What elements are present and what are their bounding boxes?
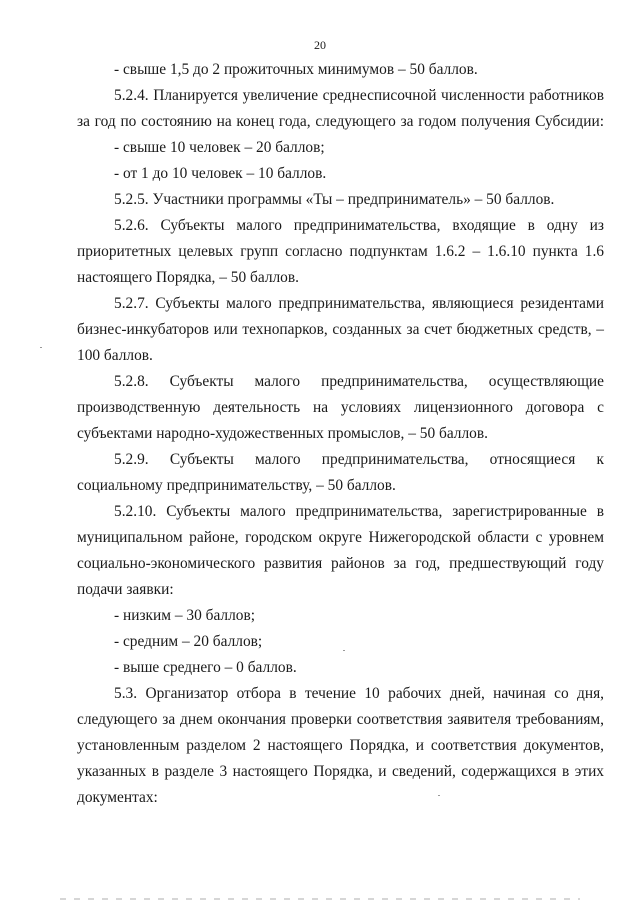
text-line: установленным разделом 2 настоящего Порядка, и соответствия документов, <box>77 737 604 754</box>
text-line: 5.2.7. Субъекты малого предпринимательства, являющиеся резидентами <box>114 295 604 312</box>
text-line: 5.2.8. Субъекты малого предпринимательства, осуществляющие <box>114 373 604 390</box>
text-line: производственную деятельность на условиях лицензионного договора с <box>77 399 604 416</box>
text-line: субъектами народно-художественных промыслов, – 50 баллов. <box>77 425 488 442</box>
text-line: 5.2.6. Субъекты малого предпринимательства, входящие в одну из <box>114 217 604 234</box>
text-line: социально-экономического развития районов за год, предшествующий году <box>77 555 604 572</box>
text-line: 5.2.10. Субъекты малого предпринимательства, зарегистрированные в <box>114 503 604 520</box>
text-line: - низким – 30 баллов; <box>114 607 256 624</box>
text-line: приоритетных целевых групп согласно подпунктам 1.6.2 – 1.6.10 пункта 1.6 <box>77 243 604 260</box>
scan-speck <box>438 795 440 796</box>
text-line: указанных в разделе 3 настоящего Порядка, и сведений, содержащихся в этих <box>77 763 604 780</box>
page-number: 20 <box>314 38 326 52</box>
text-line: 5.2.5. Участники программы «Ты – предприниматель» – 50 баллов. <box>114 191 555 208</box>
text-line: социальному предпринимательству, – 50 баллов. <box>77 477 396 494</box>
text-line: - свыше 10 человек – 20 баллов; <box>114 139 325 156</box>
text-line: 5.3. Организатор отбора в течение 10 рабочих дней, начиная со дня, <box>114 685 604 702</box>
text-line: бизнес-инкубаторов или технопарков, созданных за счет бюджетных средств, – <box>77 321 604 338</box>
scan-speck <box>343 650 345 651</box>
text-line: муниципальном районе, городском округе Нижегородской области с уровнем <box>77 529 604 546</box>
scan-speck <box>40 347 42 348</box>
scan-edge-noise <box>60 898 580 900</box>
text-line: следующего за днем окончания проверки соответствия заявителя требованиям, <box>77 711 604 728</box>
text-line: - средним – 20 баллов; <box>114 633 263 650</box>
text-line: 100 баллов. <box>77 347 153 364</box>
text-line: - от 1 до 10 человек – 10 баллов. <box>114 165 327 182</box>
text-line: за год по состоянию на конец года, следующего за годом получения Субсидии: <box>77 113 604 130</box>
text-line: - выше среднего – 0 баллов. <box>114 659 297 676</box>
text-line: настоящего Порядка, – 50 баллов. <box>77 269 299 286</box>
text-line: 5.2.9. Субъекты малого предпринимательства, относящиеся к <box>114 451 604 468</box>
text-line: подачи заявки: <box>77 581 174 598</box>
text-line: - свыше 1,5 до 2 прожиточных минимумов – 50 баллов. <box>114 61 478 78</box>
text-line: документах: <box>77 789 158 806</box>
text-line: 5.2.4. Планируется увеличение среднесписочной численности работников <box>114 87 604 104</box>
